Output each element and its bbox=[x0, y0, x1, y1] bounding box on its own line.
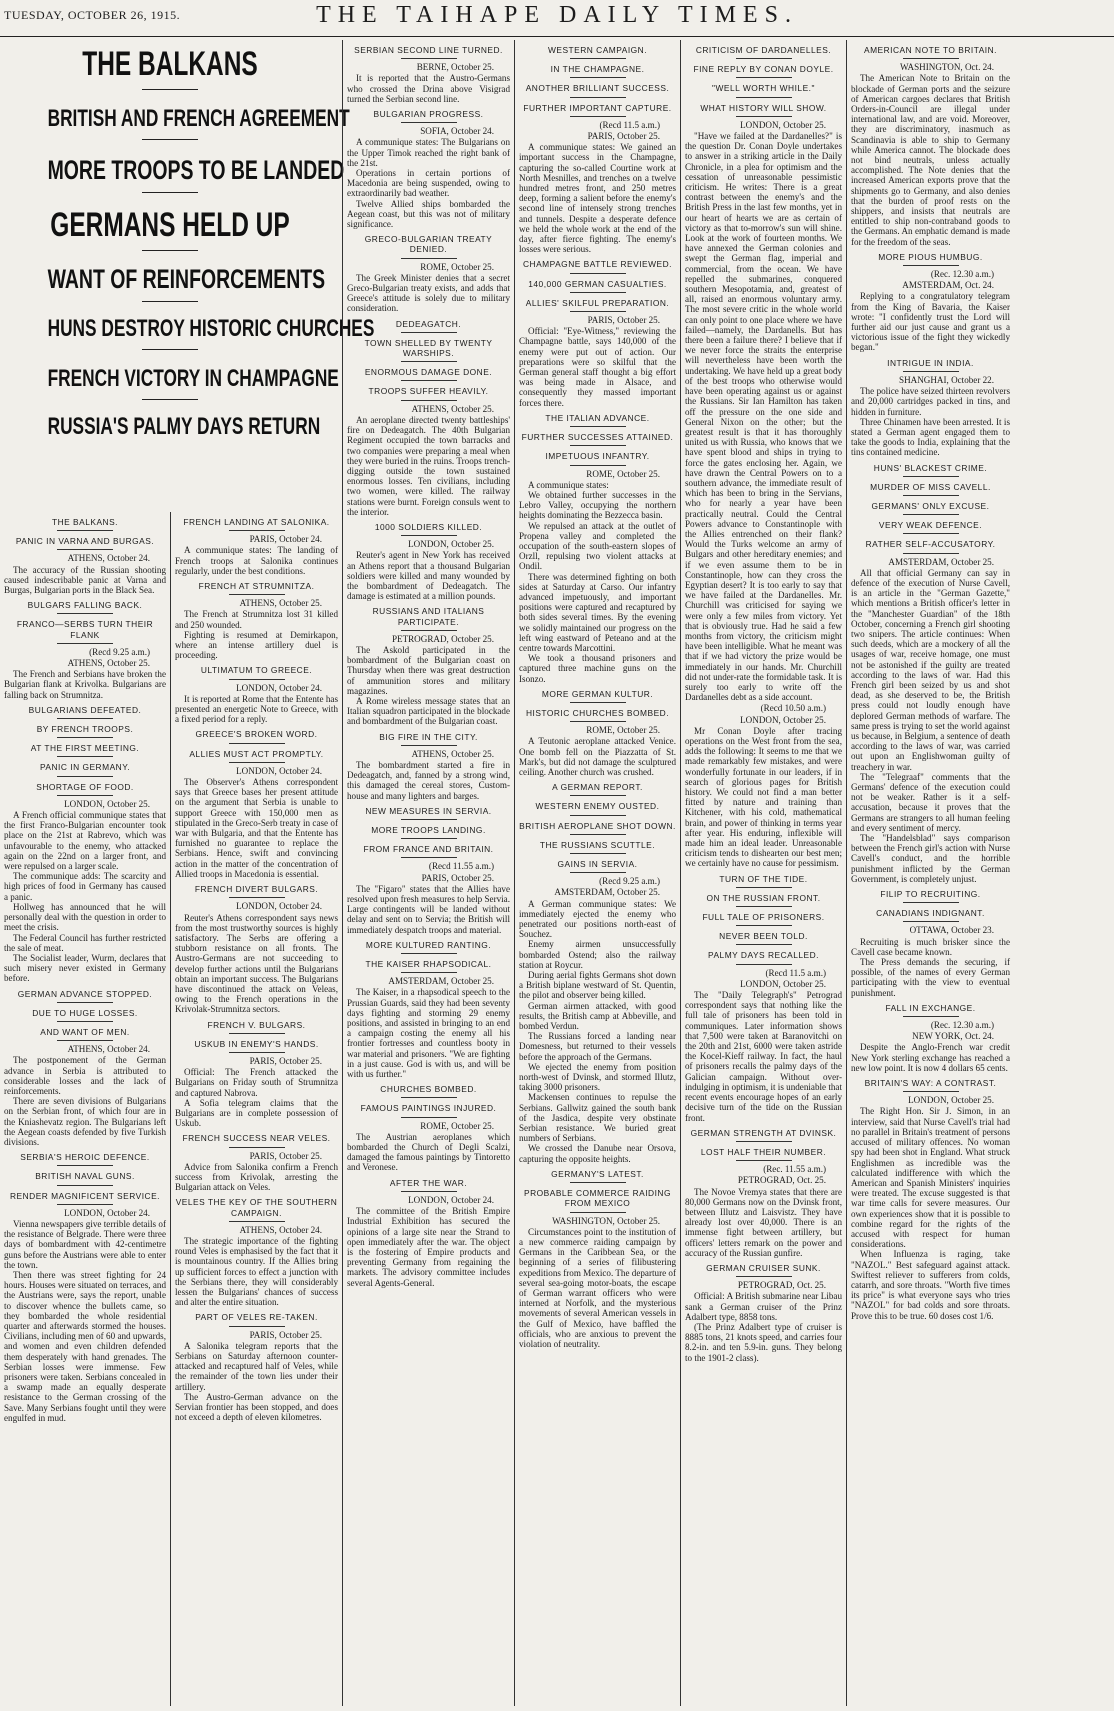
article-paragraph: The accuracy of the Russian shooting caused indescribable panic at Varna and Burgas, Bulgarian ports in the Black Sea. bbox=[4, 564, 166, 596]
article-paragraph: We took a thousand prisoners and captured three machine guns on the Isonzo. bbox=[519, 653, 676, 684]
masthead bbox=[0, 0, 1114, 37]
article-headline: THE RUSSIANS SCUTTLE. bbox=[519, 840, 676, 854]
article-headline: TOWN SHELLED BY TWENTY WARSHIPS. bbox=[347, 338, 510, 362]
article-paragraph: Despite the Anglo-French war credit New York sterling exchange has reached a new low point. It is now 4 dollars 65 cents. bbox=[851, 1042, 1010, 1073]
column-2 bbox=[170, 512, 342, 1706]
article-headline: GREECE'S BROKEN WORD. bbox=[175, 729, 338, 743]
article-paragraph: The police have seized thirteen revolvers and 20,000 cartridges packed in tins, and hidden in furniture. bbox=[851, 386, 1010, 417]
main-headline: HUNS DESTROY HISTORIC CHURCHES bbox=[47, 315, 375, 342]
article-headline: AT THE FIRST MEETING. bbox=[4, 743, 166, 757]
article-paragraph: The strategic importance of the fighting round Veles is emphasised by the fact that it is mountainous country. If the Allies bring up sufficient forces to effect a junction with the Serbians there, they will considerably lessen the Bulgarians' chances of success and alter the entire situation. bbox=[175, 1235, 338, 1308]
article-headline: GERMANS' ONLY EXCUSE. bbox=[851, 501, 1010, 515]
article-headline: ON THE RUSSIAN FRONT. bbox=[685, 893, 842, 907]
article-headline: RUSSIANS AND ITALIANS PARTICIPATE. bbox=[347, 606, 510, 630]
article-paragraph: During aerial fights Germans shot down a British biplane westward of St. Quentin, the pilot and observer being killed. bbox=[519, 970, 676, 1001]
column-4 bbox=[514, 40, 680, 1706]
article-paragraph: The Observer's Athens correspondent says that Greece bases her present attitude on the argument that Serbia is unable to support Greece with 150,000 men as stipulated in the Greco-Serb treaty in case of war with Bulgaria, and that the Entente has furnished no guarantee to replace the Serbians. Hence, swift and convincing action in the matter of the concentration of Allied troops in Macedonia is essential. bbox=[175, 777, 338, 879]
article-paragraph: (The Prinz Adalbert type of cruiser is 8885 tons, 21 knots speed, and carries four 8.2-in. and ten 5.9-in. guns. They belong to the 1901-2 class). bbox=[685, 1321, 842, 1363]
article-headline: BRITISH AEROPLANE SHOT DOWN. bbox=[519, 821, 676, 835]
article-headline: MORE TROOPS LANDING. bbox=[347, 825, 510, 839]
article-headline: THE KAISER RHAPSODICAL. bbox=[347, 959, 510, 973]
dateline: AMSTERDAM, Oct. 24. bbox=[902, 280, 994, 291]
article-paragraph: There are seven divisions of Bulgarians on the Serbian front, of which four are in the Kniashevatz region. The Bulgarians left the Aegean coasts defended by five Turkish divisions. bbox=[4, 1096, 166, 1147]
article-headline: BIG FIRE IN THE CITY. bbox=[347, 732, 510, 746]
article-headline: ENORMOUS DAMAGE DONE. bbox=[347, 367, 510, 381]
article-headline: GAINS IN SERVIA. bbox=[519, 859, 676, 873]
article-headline: HUNS' BLACKEST CRIME. bbox=[851, 463, 1010, 477]
article-headline: A GERMAN REPORT. bbox=[519, 782, 676, 796]
article-headline: ULTIMATUM TO GREECE. bbox=[175, 665, 338, 679]
article-headline: NEVER BEEN TOLD. bbox=[685, 931, 842, 945]
dateline: (Recd 9.25 a.m.) bbox=[599, 876, 660, 887]
article-headline: SERBIAN SECOND LINE TURNED. bbox=[347, 45, 510, 59]
article-paragraph: An aeroplane directed twenty battleships' fire on Dedeagatch. The 40th Bulgarian Regiment occupied the town barracks and two companies were preparing a meal when they were buried in the ruins. Troops trench-digging outside the town sustained enormous losses. Ten civilians, including two women, were killed. The railway stations were burnt. Foreign consuls went to the interior. bbox=[347, 414, 510, 517]
article-paragraph: The Askold participated in the bombardment of the Bulgarian coast on Thursday when there was great destruction of ammunition stores and military magazines. bbox=[347, 644, 510, 696]
article-headline: VELES THE KEY OF THE SOUTHERN CAMPAIGN. bbox=[175, 1197, 338, 1221]
article-paragraph: Official: The French attacked the Bulgarians on Friday south of Strumnitza and captured Nabrova. bbox=[175, 1067, 338, 1098]
article-paragraph: The "Telegraaf" comments that the Germans' defence of the execution could not be weaker. Rather is it a self-accusation, because it proves that the Germans are strangers to all human feeling and every sentiment of mercy. bbox=[851, 771, 1010, 833]
article-headline: SHORTAGE OF FOOD. bbox=[4, 782, 166, 796]
main-headline: BRITISH AND FRENCH AGREEMENT bbox=[47, 105, 350, 132]
article-headline: FILIP TO RECRUITING. bbox=[851, 889, 1010, 903]
article-paragraph: There was determined fighting on both sides at Saturday at Carso. Our infantry advanced impetuously, and important positions were captured and recaptured by both sides several times. By the evening we solidly maintained our progress on the left wing eastward of Peteano and at the centre towards Marcottini. bbox=[519, 571, 676, 653]
article-paragraph: A Teutonic aeroplane attacked Venice. One bomb fell on the Piazzatta of St. Mark's, but did not damage the sculptured ceiling. Another church was crushed. bbox=[519, 736, 676, 777]
main-headline-stack bbox=[0, 40, 375, 510]
article-headline: CRITICISM OF DARDANELLES. bbox=[685, 45, 842, 59]
article-headline: PANIC IN VARNA AND BURGAS. bbox=[4, 536, 166, 550]
article-headline: FRANCO—SERBS TURN THEIR FLANK bbox=[4, 619, 166, 643]
article-headline: 140,000 GERMAN CASUALTIES. bbox=[519, 279, 676, 293]
dateline: AMSTERDAM, October 25. bbox=[888, 556, 994, 567]
article-paragraph: We repulsed an attack at the outlet of Propena valley and completed the occupation of the south-eastern slopes of Orzll, repulsing two violent attacks at Ondil. bbox=[519, 520, 676, 572]
article-headline: IMPETUOUS INFANTRY. bbox=[519, 451, 676, 465]
main-headline: FRENCH VICTORY IN CHAMPAGNE bbox=[47, 365, 339, 392]
article-headline: PANIC IN GERMANY. bbox=[4, 762, 166, 776]
article-paragraph: A communique states: We gained an important success in the Champagne, capturing the so-called Courtine work at North Mesnilles, and trenches on a twelve hundred metres front, and 250 metres deep, forming a salient before the enemy's second line of intensely strong trenches and tunnels. Despite a desperate defence we held the whole work at the end of the day, after fierce fighting. The enemy's losses were serious. bbox=[519, 142, 676, 255]
article-headline: "WELL WORTH WHILE." bbox=[685, 83, 842, 97]
article-headline: FRENCH AT STRUMNITZA. bbox=[175, 581, 338, 595]
dateline: PARIS, October 25. bbox=[587, 315, 660, 326]
dateline: (Rec. 11.55 a.m.) bbox=[763, 1164, 826, 1175]
dateline: WASHINGTON, Oct. 24. bbox=[899, 62, 994, 73]
article-paragraph: Enemy airmen unsuccessfully bombarded Ostend; also the railway station at Roycur. bbox=[519, 939, 676, 970]
dateline: ATHENS, October 25. bbox=[411, 748, 494, 759]
article-headline: BY FRENCH TROOPS. bbox=[4, 724, 166, 738]
article-headline: AMERICAN NOTE TO BRITAIN. bbox=[851, 45, 1010, 59]
article-headline: AFTER THE WAR. bbox=[347, 1178, 510, 1192]
dateline: PARIS, October 25. bbox=[587, 131, 660, 142]
article-paragraph: When Influenza is raging, take "NAZOL." Best safeguard against attack. Swiftest reliever to sufferers from colds, catarrh, and sore throats. "Worth five times its price" is what everyone says who tries "NAZOL" for bad colds and sore throats. Prove this to be true. 60 doses cost 1/6. bbox=[851, 1249, 1010, 1321]
article-paragraph: The postponement of the German advance in Serbia is attributed to considerable losses and the lack of reinforcements. bbox=[4, 1055, 166, 1096]
article-paragraph: Official: "Eye-Witness," reviewing the Champagne battle, says 140,000 of the enemy were put out of action. Our preparations were so skilful that the German general staff thought a big effort was being made in Alsace, and consequently they massed important forces there. bbox=[519, 326, 676, 408]
article-paragraph: The French and Serbians have broken the Bulgarian flank at Krivolka. Bulgarians are falling back on Strumnitza. bbox=[4, 669, 166, 700]
dateline: ROME, October 25. bbox=[586, 468, 660, 479]
article-headline: RATHER SELF-ACCUSATORY. bbox=[851, 539, 1010, 553]
dateline: SHANGHAI, October 22. bbox=[899, 374, 994, 385]
dateline: ATHENS, October 24. bbox=[239, 1224, 322, 1235]
dateline: PETROGRAD, October 25. bbox=[391, 633, 494, 644]
article-paragraph: The Austrian aeroplanes which bombarded the Church of Degli Scalzi, damaged the famous paintings by Tintoretto and Veronese. bbox=[347, 1131, 510, 1173]
article-headline: BULGARIANS DEFEATED. bbox=[4, 705, 166, 719]
article-paragraph: A French official communique states that the first Franco-Bulgarian encounter took place on the 21st at Rabrevo, which was unfavourable to the enemy, who attacked again on the 22nd on a larger front, and were repulsed on a larger scale. bbox=[4, 810, 166, 872]
article-paragraph: A Sofia telegram claims that the Bulgarians are in complete possession of Uskub. bbox=[175, 1097, 338, 1129]
dateline: LONDON, October 25. bbox=[740, 978, 826, 989]
article-paragraph: The bombardment started a fire in Dedeagatch, and, fanned by a strong wind, this damaged the cereal stores, Custom-house and many lighters and barges. bbox=[347, 759, 510, 801]
dateline: ROME, October 25. bbox=[420, 261, 494, 272]
article-headline: FINE REPLY BY CONAN DOYLE. bbox=[685, 64, 842, 78]
article-headline: ANOTHER BRILLIANT SUCCESS. bbox=[519, 83, 676, 97]
article-headline: WESTERN CAMPAIGN. bbox=[519, 45, 676, 59]
dateline: SOFIA, October 24. bbox=[420, 126, 494, 137]
article-paragraph: Reuter's Athens correspondent says news from the most trustworthy sources is highly satisfactory. The Serbs are offering a stubborn resistance on all fronts. The Austro-Germans are not succeeding to develop further actions until the Bulgarians obtain an important success. The Bulgarians have discontinued the attack on Veleas, owing to the French operations in the Krivolak-Strumnitza sectors. bbox=[175, 912, 338, 1015]
main-headline: WANT OF REINFORCEMENTS bbox=[47, 264, 326, 294]
dateline: ROME, October 25. bbox=[586, 725, 660, 736]
article-headline: FAMOUS PAINTINGS INJURED. bbox=[347, 1103, 510, 1117]
article-headline: VERY WEAK DEFENCE. bbox=[851, 520, 1010, 534]
article-headline: MORE PIOUS HUMBUG. bbox=[851, 252, 1010, 266]
article-headline: GERMANY'S LATEST. bbox=[519, 1169, 676, 1183]
column-3 bbox=[342, 40, 514, 1706]
dateline: ATHENS, October 24. bbox=[67, 1044, 150, 1055]
article-headline: USKUB IN ENEMY'S HANDS. bbox=[175, 1039, 338, 1053]
main-headline: THE BALKANS bbox=[82, 45, 258, 83]
headline-rule bbox=[142, 301, 198, 302]
dateline: AMSTERDAM, October 25. bbox=[388, 976, 494, 987]
article-paragraph: We obtained further successes in the Lebro Valley, occupying the northern heights dominating the Bezzecca basin. bbox=[519, 489, 676, 521]
article-paragraph: A Salonika telegram reports that the Serbians on Saturday afternoon counter-attacked and recaptured half of Veles, while the remainder of the town lies under their artillery. bbox=[175, 1340, 338, 1392]
dateline: AMSTERDAM, October 25. bbox=[554, 887, 660, 898]
article-headline: DUE TO HUGE LOSSES. bbox=[4, 1008, 166, 1022]
article-headline: FRENCH V. BULGARS. bbox=[175, 1020, 338, 1034]
article-paragraph: The Right Hon. Sir J. Simon, in an interview, said that Nurse Cavell's trial had no parallel in Britain's treatment of persons accused of military offences. No woman spy had been shot in England. What struck Englishmen as incredible was the calculated indifference with which the American and Spanish Ministers' inquiries were treated. The excuse suggested is that war time calls for severe measures. Our own experiences show that it is possible to combine regard for the rights of the accused with respect for human considerations. bbox=[851, 1106, 1010, 1250]
article-paragraph: The committee of the British Empire Industrial Exhibition has secured the opinions of a large site near the Strand to open immediately after the war. The object is the fostering of Empire products and preventing Germany from regaining the markets. The advisory committee includes several Agents-General. bbox=[347, 1206, 510, 1288]
article-headline: BRITAIN'S WAY: A CONTRAST. bbox=[851, 1078, 1010, 1092]
article-paragraph: The "Handelsblad" says comparison between the French girl's action with Nurse Cavell's conduct, and the horrible punishment inflicted by the German Government, is completely unjust. bbox=[851, 833, 1010, 884]
article-paragraph: The "Figaro" states that the Allies have resolved upon fresh measures to help Servia. Large contingents will be landed without delay and sent on to Servia; the British will immediately despatch troops and material. bbox=[347, 883, 510, 935]
article-headline: FRENCH SUCCESS NEAR VELES. bbox=[175, 1133, 338, 1147]
article-headline: MORE KULTURED RANTING. bbox=[347, 940, 510, 954]
article-headline: ALLIES MUST ACT PROMPTLY. bbox=[175, 749, 338, 763]
article-headline: FROM FRANCE AND BRITAIN. bbox=[347, 844, 510, 858]
article-headline: MORE GERMAN KULTUR. bbox=[519, 689, 676, 703]
headline-rule bbox=[142, 139, 198, 140]
article-headline: PROBABLE COMMERCE RAIDING FROM MEXICO bbox=[519, 1188, 676, 1212]
dateline: (Recd 11.5 a.m.) bbox=[765, 967, 826, 978]
main-headline: MORE TROOPS TO BE LANDED bbox=[47, 155, 345, 185]
article-paragraph: Official: A British submarine near Libau sank a German cruiser of the Prinz Adalbert type, 8858 tons. bbox=[685, 1291, 842, 1322]
dateline: LONDON, October 24. bbox=[64, 1207, 150, 1218]
article-headline: NEW MEASURES IN SERVIA. bbox=[347, 806, 510, 820]
article-headline: GRECO-BULGARIAN TREATY DENIED. bbox=[347, 234, 510, 258]
article-paragraph: Circumstances point to the institution of a new commerce raiding campaign by Germans in the Caribbean Sea, or the beginning of a series of filibustering expeditions from Mexico. The departure of several sea-going motor-boats, the escape of German warrant officers who were interned at Norfolk, and the mysterious movements of several American vessels in the Gulf of Mexico, have baffled the officials, who are anxious to prevent the violation of neutrality. bbox=[519, 1226, 676, 1349]
article-paragraph: We crossed the Danube near Orsova, capturing the opposite heights. bbox=[519, 1143, 676, 1164]
article-paragraph: Recruiting is much brisker since the Cavell case became known. bbox=[851, 936, 1010, 957]
dateline: ATHENS, October 25. bbox=[67, 658, 150, 669]
article-paragraph: The American Note to Britain on the blockade of German ports and the seizure of American cargoes declares that British Orders-in-Council are illegal under international law, and are void. Moreover, they are discriminatory, inasmuch as Scandinavia is able to ship to Germany while America cannot. The blockade does not bind neutrals, unless actually accomplished. The Note denies that the increased American exports prove that the shipments go to Germany, and also denies that the burden of proof rests on the shippers, and insists that neutrals are entitled to ship non-contraband goods to the Germans. An emphatic demand is made for the freedom of the seas. bbox=[851, 73, 1010, 247]
article-paragraph: The Socialist leader, Wurm, declares that such misery never existed in Germany before. bbox=[4, 952, 166, 984]
article-headline: TROOPS SUFFER HEAVILY. bbox=[347, 386, 510, 400]
dateline: LONDON, October 24. bbox=[236, 765, 322, 776]
article-headline: CANADIANS INDIGNANT. bbox=[851, 908, 1010, 922]
article-paragraph: Hollweg has announced that he will personally deal with the question in order to meet the crisis. bbox=[4, 901, 166, 933]
article-paragraph: Three Chinamen have been arrested. It is stated a German agent engaged them to take the goods to India, explaining that the tins contained medicine. bbox=[851, 416, 1010, 458]
headline-rule bbox=[142, 89, 198, 90]
dateline: LONDON, October 25. bbox=[740, 714, 826, 725]
dateline: LONDON, October 25. bbox=[908, 1095, 994, 1106]
article-headline: BRITISH NAVAL GUNS. bbox=[4, 1171, 166, 1185]
article-paragraph: "Have we failed at the Dardanelles?" is the question Dr. Conan Doyle undertakes to answer in a striking article in the Daily Chronicle, in a plea for optimism and the cessation of unreasonable pessimistic criticism. He writes: There is a great contrast between the enemy's and the British Press in the last few months, yet in our heart of hearts we are as certain of victory as that to-morrow's sun will shine. Look at the work of fourteen months. We have annexed the German colonies and swept the German flag, imperial and commercial, from the ocean. We have repelled the submarines, conquered southern Mesopotamia, and, greatest of all, raised an enormous voluntary army. The most severe critic in the whole world can only point to one place where we have failed—namely, the Dardanells. But has there been a failure there? I believe that if we never force the straits the enterprise will nevertheless have been worth the undertaking. We have held up a great body of the best troops who otherwise would have been operating against us or against the Russians. Sir Ian Hamilton has taken off the pressure on the one side and General Nixon on the other; but the greatest result is that it has thoroughly united us with Russia, who knows that we have spent blood and ships in trying to force the gates enclosing her. Again, we have drawn the Central Powers on to a southern advance, the immediate result of which has been to bring in the Servians, who for nearly a year have been practically neutral. Could the Central Powers advance to Constantinople with the Allies entrenched on their flank? Would the Turks welcome an army of Bulgars and other hereditary enemies; and if we even assume them to be in Constantinople, how can they cross the Egyptian desert? It is too early to say that we have failed at the Dardanelles. Mr. Churchill was criticised for saying we were only a few miles from victory. Yet that is obviously true. Had he said a few months from victory, the criticism might have been intelligible. What he meant was that if we had victory the prize would be immediately in our hands. Mr. Churchill did not under-rate the formidable task. It is surely too early to write off the Dardanelles debt as a side account. bbox=[685, 131, 842, 703]
article-headline: FRENCH DIVERT BULGARS. bbox=[175, 884, 338, 898]
article-headline: WHAT HISTORY WILL SHOW. bbox=[685, 103, 842, 117]
dateline: PARIS, October 24. bbox=[249, 534, 322, 545]
article-headline: GERMAN CRUISER SUNK. bbox=[685, 1263, 842, 1277]
article-headline: HISTORIC CHURCHES BOMBED. bbox=[519, 708, 676, 722]
article-headline: FALL IN EXCHANGE. bbox=[851, 1003, 1010, 1017]
article-headline: IN THE CHAMPAGNE. bbox=[519, 64, 676, 78]
dateline: OTTAWA, October 23. bbox=[909, 925, 994, 936]
dateline: PARIS, October 25. bbox=[249, 1150, 322, 1161]
article-paragraph: A communique states: The Bulgarians on the Upper Timok reached the right bank of the 21st. bbox=[347, 137, 510, 168]
dateline: PETROGRAD, Oct. 25. bbox=[737, 1175, 826, 1186]
dateline: LONDON, October 24. bbox=[408, 1194, 494, 1205]
article-headline: MURDER OF MISS CAVELL. bbox=[851, 482, 1010, 496]
article-headline: BULGARS FALLING BACK. bbox=[4, 600, 166, 614]
dateline: BERNE, October 25. bbox=[416, 62, 494, 73]
dateline: (Recd 11.55 a.m.) bbox=[428, 861, 494, 872]
article-headline: RENDER MAGNIFICENT SERVICE. bbox=[4, 1191, 166, 1205]
article-headline: 1000 SOLDIERS KILLED. bbox=[347, 522, 510, 536]
main-headline: RUSSIA'S PALMY DAYS RETURN bbox=[47, 413, 321, 440]
article-paragraph: The Kaiser, in a rhapsodical speech to the Prussian Guards, said they had been seventy days fighting and storming 29 enemy positions, and assisted in bringing to an end a campaign costing the enemy all his frontier fortresses and countless booty in war material and prisoners. "We are fighting in a just cause. God is with us, and will be with us further." bbox=[347, 987, 510, 1080]
article-headline: FULL TALE OF PRISONERS. bbox=[685, 912, 842, 926]
dateline: ATHENS, October 25. bbox=[239, 598, 322, 609]
article-paragraph: Replying to a congratulatory telegram from the King of Bavaria, the Kaiser wrote: "I confidently trust the Lord will further aid our just cause and grant us a victorious issue of the fight they wickedly began." bbox=[851, 291, 1010, 353]
dateline: WASHINGTON, October 25. bbox=[552, 1215, 660, 1226]
article-paragraph: The Austro-German advance on the Servian frontier has been stopped, and does not exceed a depth of eleven kilometres. bbox=[175, 1391, 338, 1423]
dateline: LONDON, October 24. bbox=[236, 901, 322, 912]
article-paragraph: Mr Conan Doyle after tracing operations on the West front from the sea, adds the following: It seems to me that we made remarkably few mistakes, and were wonderfully fortunate in our leaders, if in search of glorious pages for British history. We could not find a man better fitted by nature and training than Kitchener, with his cold, mathematical brain, and power of thinking in terms year after year. His enduring, inflexible will made him an ideal leader. Unreasonable criticism tends to dishearten our best men; we certainly have no cause for pessimism. bbox=[685, 725, 842, 869]
article-paragraph: The French at Strumnitza lost 31 killed and 250 wounded. bbox=[175, 609, 338, 630]
article-paragraph: Reuter's agent in New York has received an Athens report that a thousand Bulgarian soldiers were killed and many wounded by the bombardment of Dedeagatch. The damage is estimated at a million pounds. bbox=[347, 550, 510, 602]
headline-rule bbox=[142, 349, 198, 350]
dateline: (Rec. 12.30 a.m.) bbox=[930, 269, 994, 280]
dateline: PETROGRAD, Oct. 25. bbox=[737, 1280, 826, 1291]
article-paragraph: A communique states: The landing of French troops at Salonika continues regularly, under the best conditions. bbox=[175, 545, 338, 576]
article-paragraph: The Greek Minister denies that a secret Greco-Bulgarian treaty exists, and adds that Greece's attitude is solely due to military consideration. bbox=[347, 272, 510, 314]
dateline: PARIS, October 25. bbox=[249, 1329, 322, 1340]
article-paragraph: Mackensen continues to repulse the Serbians. Gallwitz gained the south bank of the Jasdica, despite very obstinate Serbian resistance. We buried great numbers of Serbians. bbox=[519, 1092, 676, 1144]
dateline: LONDON, October 24. bbox=[236, 682, 322, 693]
article-paragraph: The "Daily Telegraph's" Petrograd correspondent says that nothing like the full tale of prisoners has been told in communiques. Later information shows that 7,500 were taken at Baranovitchi on the 20th and 21st, 6000 were taken astride the Kocel-Kieff railway. In fact, the haul of prisoners recalls the palmy days of the Galician campaign. Without over-indulging in optimism, it is undeniable that recent events encourage hopes of an early decisive turn of the tide on the Russian front. bbox=[685, 990, 842, 1123]
column-1 bbox=[0, 512, 170, 1706]
article-headline: FURTHER SUCCESSES ATTAINED. bbox=[519, 432, 676, 446]
dateline: LONDON, October 25. bbox=[64, 798, 150, 809]
article-paragraph: The Federal Council has further restricted the sale of meat. bbox=[4, 932, 166, 953]
article-headline: GERMAN STRENGTH AT DVINSK. bbox=[685, 1128, 842, 1142]
dateline: PARIS, October 25. bbox=[249, 1055, 322, 1066]
article-paragraph: Advice from Salonika confirm a French success from Krivolak, arresting the Bulgarian attack on Veles. bbox=[175, 1161, 338, 1193]
article-headline: CHURCHES BOMBED. bbox=[347, 1084, 510, 1098]
article-headline: ALLIES' SKILFUL PREPARATION. bbox=[519, 298, 676, 312]
article-headline: TURN OF THE TIDE. bbox=[685, 874, 842, 888]
issue-date: TUESDAY, OCTOBER 26, 1915. bbox=[4, 8, 181, 22]
article-paragraph: The communique adds: The scarcity and high prices of food in Germany has caused a panic. bbox=[4, 871, 166, 902]
article-headline: LOST HALF THEIR NUMBER. bbox=[685, 1147, 842, 1161]
article-headline: DEDEAGATCH. bbox=[347, 319, 510, 333]
article-paragraph: The Press demands the securing, if possible, of the names of every German participating with the view to eventual punishment. bbox=[851, 957, 1010, 998]
newspaper-page bbox=[0, 40, 1114, 1711]
article-paragraph: Operations in certain portions of Macedonia are being suspended, owing to extraordinarily bad weather. bbox=[347, 168, 510, 199]
article-paragraph: Then there was street fighting for 24 hours. Houses were situated on terraces, and the Austrians were, says the report, unable to discover whence the bullets came, so they bombarded the whole residential quarter and afterwards stormed the houses. Civilians, including men of 60 and upwards, and women and even children defended them desperately with hand grenades. The Serbian losses were immense. Few prisoners were taken. Serbians concealed in a swamp made an equally desperate resistance to the German crossing of the Save. Many Serbians fought until they were engulfed in mud. bbox=[4, 1269, 166, 1423]
article-paragraph: A German communique states: We immediately ejected the enemy who penetrated our positions north-east of Souchez. bbox=[519, 898, 676, 940]
dateline: (Rec. 12.30 a.m.) bbox=[930, 1020, 994, 1031]
article-headline: CHAMPAGNE BATTLE REVIEWED. bbox=[519, 259, 676, 273]
dateline: LONDON, October 25. bbox=[408, 539, 494, 550]
main-headline: GERMANS HELD UP bbox=[50, 206, 290, 244]
dateline: ATHENS, October 24. bbox=[67, 553, 150, 564]
dateline: ATHENS, October 25. bbox=[411, 403, 494, 414]
article-paragraph: Vienna newspapers give terrible details of the resistance of Belgrade. There were three days of bombardment with 42-centimetre guns before the Austrians were able to enter the town. bbox=[4, 1218, 166, 1270]
article-paragraph: All that official Germany can say in defence of the execution of Nurse Cavell, is an article in the "German Gazette," which mentions a British officer's letter in the "Manchester Guardian" of the 18th October, concerning a French girl shooting two snipers. The article continues: When such deeds, which are a mockery of all the usages of war, receive homage, one must not be astonished if the guilty are treated according to the laws of war. Had this French girl been seized by us and shot dead, as she deserved to be, the British press could not loudly enough have deplored German methods of warfare. The same press is trying to set the world against us because, in Belgium, a sentence of death according to the laws of war, was carried out upon an Englishwoman guilty of treachery in war. bbox=[851, 567, 1010, 772]
article-paragraph: It is reported that the Austro-Germans who crossed the Drina above Visigrad turned the Serbian second line. bbox=[347, 73, 510, 104]
article-headline: FURTHER IMPORTANT CAPTURE. bbox=[519, 103, 676, 117]
article-headline: BULGARIAN PROGRESS. bbox=[347, 109, 510, 123]
article-headline: SERBIA'S HEROIC DEFENCE. bbox=[4, 1152, 166, 1166]
article-paragraph: A communique states: bbox=[528, 479, 609, 490]
article-paragraph: The Russians forced a landing near Domesness, but returned to their vessels before the approach of the Germans. bbox=[519, 1031, 676, 1062]
dateline: (Recd 9.25 a.m.) bbox=[89, 646, 150, 657]
article-paragraph: German airmen attacked, with good results, the British camp at Abbeville, and bombed Verdun. bbox=[519, 1000, 676, 1032]
article-paragraph: A Rome wireless message states that an Italian squadron participated in the blockade and bombardment of the Bulgarian coast. bbox=[347, 695, 510, 727]
article-paragraph: The Novoe Vremya states that there are 80,000 Germans now on the Dvinsk front, between Illutz and Laisvistz. They have already lost over 40,000. There is an immense fight between artillery, but officers' letters remark on the power and accuracy of the Russian gunfire. bbox=[685, 1186, 842, 1258]
article-paragraph: It is reported at Rome that the Entente has presented an energetic Note to Greece, with a fixed period for a reply. bbox=[175, 693, 338, 725]
dateline: (Recd 11.5 a.m.) bbox=[599, 119, 660, 130]
article-headline: WESTERN ENEMY OUSTED. bbox=[519, 801, 676, 815]
dateline: PARIS, October 25. bbox=[421, 872, 494, 883]
newspaper-title: THE TAIHAPE DAILY TIMES. bbox=[316, 2, 798, 28]
article-headline: PART OF VELES RE-TAKEN. bbox=[175, 1312, 338, 1326]
headline-rule bbox=[142, 399, 198, 400]
column-5 bbox=[680, 40, 846, 1706]
dateline: (Recd 10.50 a.m.) bbox=[760, 703, 826, 714]
article-headline: INTRIGUE IN INDIA. bbox=[851, 358, 1010, 372]
headline-rule bbox=[142, 192, 198, 193]
dateline: ROME, October 25. bbox=[420, 1120, 494, 1131]
article-headline: AND WANT OF MEN. bbox=[4, 1027, 166, 1041]
article-paragraph: We ejected the enemy from position north-west of Dvinsk, and stormed Illutz, taking 3000 prisoners. bbox=[519, 1061, 676, 1093]
article-headline: GERMAN ADVANCE STOPPED. bbox=[4, 989, 166, 1003]
dateline: LONDON, October 25. bbox=[740, 119, 826, 130]
article-headline: PALMY DAYS RECALLED. bbox=[685, 950, 842, 964]
dateline: NEW YORK, Oct. 24. bbox=[912, 1031, 994, 1042]
article-headline: THE BALKANS. bbox=[4, 517, 166, 531]
article-headline: FRENCH LANDING AT SALONIKA. bbox=[175, 517, 338, 531]
column-6 bbox=[846, 40, 1014, 1706]
headline-rule bbox=[142, 250, 198, 251]
article-paragraph: Twelve Allied ships bombarded the Aegean coast, but this was not of military significance. bbox=[347, 198, 510, 230]
article-paragraph: Fighting is resumed at Demirkapon, where an intense artillery duel is proceeding. bbox=[175, 629, 338, 661]
article-headline: THE ITALIAN ADVANCE. bbox=[519, 413, 676, 427]
